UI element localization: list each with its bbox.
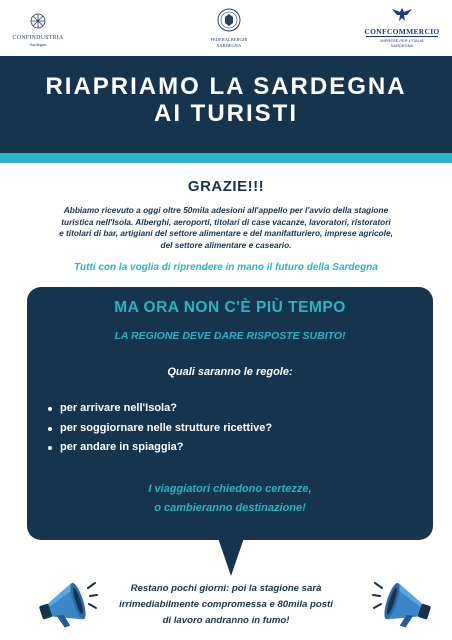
speech-card-pointer xyxy=(218,538,244,576)
footer-line-3: di lavoro andranno in fumo! xyxy=(162,615,290,626)
list-item-text: per soggiornare nelle strutture ricettive? xyxy=(60,421,273,434)
divider xyxy=(366,36,438,37)
closing-line-2: o cambieranno destinazione! xyxy=(154,502,306,514)
bullet-icon xyxy=(48,446,52,450)
list-item xyxy=(48,419,418,439)
card-closing xyxy=(27,480,433,518)
list-item xyxy=(48,438,418,458)
banner-accent-strip xyxy=(0,153,452,163)
megaphone-icon xyxy=(372,578,436,634)
intro-line-2: turistica nell'Isola. Alberghi, aeroporti, titolari di case vacanze, lavoratori, ristoratori xyxy=(61,216,391,227)
confcommercio-logo xyxy=(360,6,444,48)
confcommercio-name: CONFCOMMERCIO xyxy=(364,27,440,36)
closing-line-1: I viaggiatori chiedono certezze, xyxy=(148,483,312,495)
list-item-text: per arrivare nell'Isola? xyxy=(60,402,177,414)
list-item xyxy=(48,399,418,419)
rules-list xyxy=(48,399,418,458)
title-line-1: RIAPRIAMO LA SARDEGNA xyxy=(45,73,407,100)
eagle-icon xyxy=(391,6,413,23)
intro-paragraph xyxy=(12,205,440,251)
footer-line-2: irrimediabilmente compromessa e 80mila posti xyxy=(119,599,333,610)
card-subheading: LA REGIONE DEVE DARE RISPOSTE SUBITO! xyxy=(114,330,346,342)
intro-line-4: del settore alimentare e caseario. xyxy=(160,239,292,250)
federalberghi-name: FEDERALBERGHI xyxy=(210,37,248,42)
card-question: Quali saranno le regole: xyxy=(167,366,293,378)
thanks-heading: GRAZIE!!! xyxy=(187,178,265,195)
page-title xyxy=(0,73,452,127)
federalberghi-seal-icon xyxy=(216,8,242,32)
bullet-icon xyxy=(48,407,52,411)
intro-line-1: Abbiamo ricevuto a oggi oltre 50mila adesioni all'appello per l'avvio della stagione xyxy=(63,205,389,215)
confindustria-emblem-icon xyxy=(28,12,48,30)
logo-header xyxy=(0,0,452,56)
card-heading: MA ORA NON C'È PIÙ TEMPO xyxy=(114,299,346,316)
confindustria-name: CONFINDUSTRIA xyxy=(12,35,64,41)
footer-line-1: Restano pochi giorni: poi la stagione sarà xyxy=(130,583,322,594)
confcommercio-sub: SARDEGNA xyxy=(390,43,414,48)
footer-warning xyxy=(96,581,356,629)
list-item-text: per andare in spiaggia? xyxy=(60,441,184,453)
federalberghi-logo xyxy=(206,8,252,49)
megaphone-icon xyxy=(34,578,98,634)
confindustria-logo xyxy=(8,12,68,48)
intro-line-3: e titolari di bar, artigiani del settore alimentare e del manifatturiero, imprese agricole, xyxy=(59,228,393,238)
bullet-icon xyxy=(48,427,52,431)
confindustria-sub: Sardegna xyxy=(29,42,47,47)
tagline: Tutti con la voglia di riprendere in mano il futuro della Sardegna xyxy=(74,262,378,273)
confcommercio-tagline: IMPRESE PER L'ITALIA xyxy=(380,38,424,43)
title-line-2: AI TURISTI xyxy=(154,100,298,127)
federalberghi-sub: SARDEGNA xyxy=(216,43,242,48)
